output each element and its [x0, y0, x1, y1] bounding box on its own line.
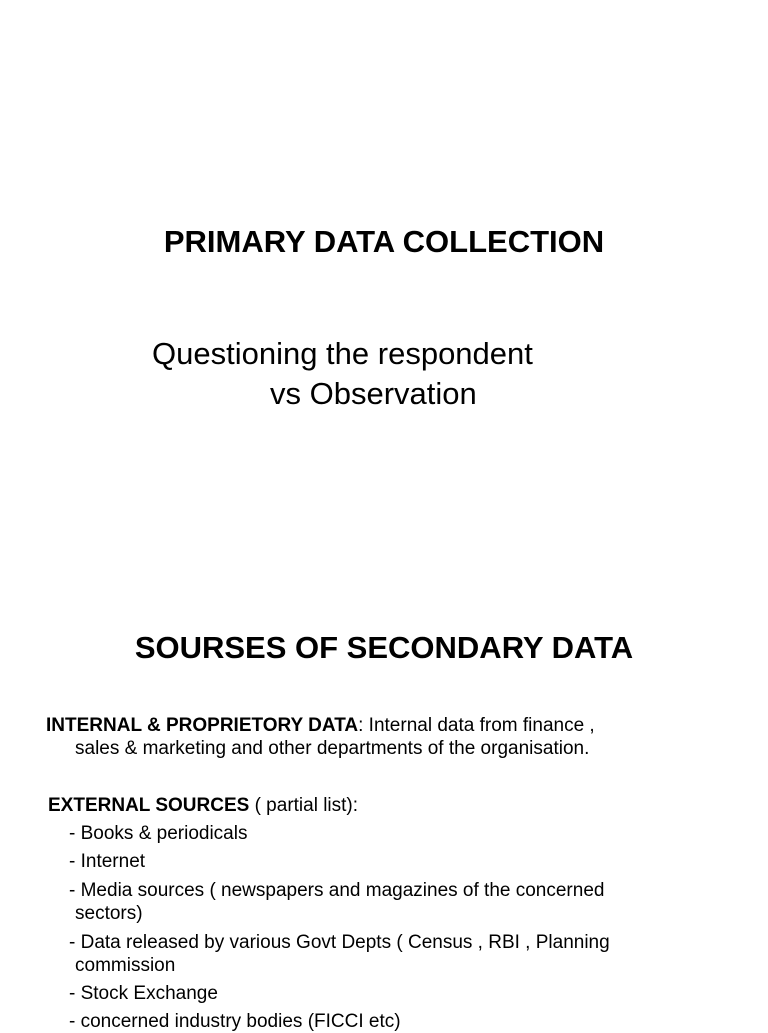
list-item: - Data released by various Govt Depts ( Census , RBI , Planning — [69, 932, 610, 953]
primary-subtitle-line-2: vs Observation — [270, 376, 477, 411]
list-item: - Internet — [69, 851, 146, 872]
internal-data-label: INTERNAL & PROPRIETORY DATA — [46, 715, 359, 736]
external-sources-label: EXTERNAL SOURCES — [48, 795, 250, 816]
list-item-continuation: commission — [75, 955, 176, 976]
primary-subtitle-line-1: Questioning the respondent — [152, 336, 533, 371]
internal-data-text-2: sales & marketing and other departments of the organisation. — [75, 738, 590, 759]
internal-data-text-1: : Internal data from finance , — [358, 715, 595, 736]
list-item: - concerned industry bodies (FICCI etc) — [69, 1011, 401, 1032]
secondary-data-heading: SOURSES OF SECONDARY DATA — [134, 630, 634, 665]
list-item: - Media sources ( newspapers and magazines of the concerned — [69, 880, 605, 901]
list-item-continuation: sectors) — [75, 903, 143, 924]
external-sources-note: ( partial list): — [249, 795, 359, 816]
primary-data-heading: PRIMARY DATA COLLECTION — [163, 224, 605, 259]
internal-data-paragraph — [46, 714, 595, 737]
list-item: - Books & periodicals — [69, 823, 248, 844]
external-sources-heading — [48, 794, 358, 817]
list-item: - Stock Exchange — [69, 983, 218, 1004]
